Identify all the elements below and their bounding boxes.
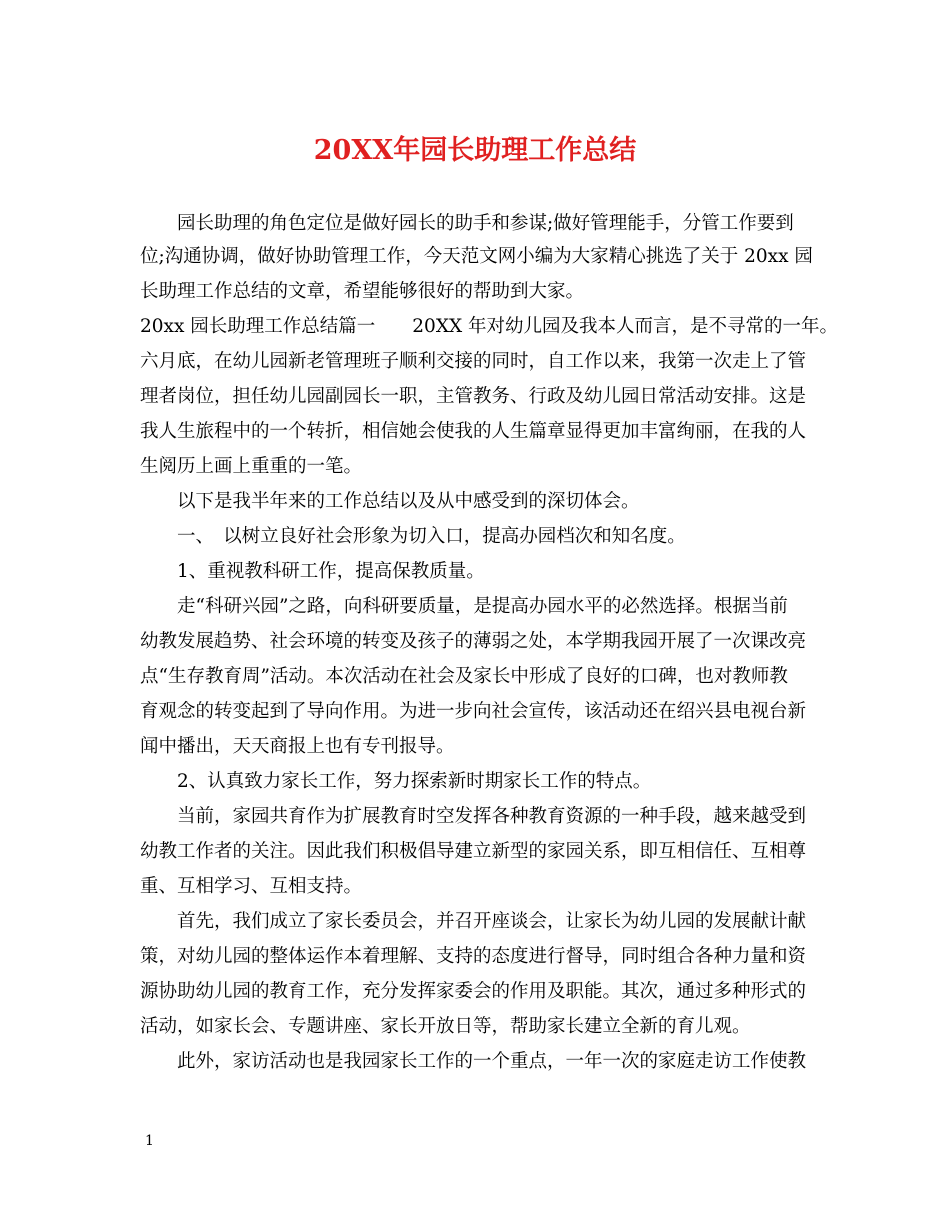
paragraph-line: 位;沟通协调，做好协助管理工作，今天范文网小编为大家精心挑选了关于 20xx 园 [140,246,813,267]
paragraph-line: 园长助理的角色定位是做好园长的助手和参谋;做好管理能手，分管工作要到 [140,213,794,234]
paragraph-line: 幼教工作者的关注。因此我们积极倡导建立新型的家园关系，即互相信任、互相尊 [140,841,807,862]
paragraph-line: 幼教发展趋势、社会环境的转变及孩子的薄弱之处，本学期我园开展了一次课改亮 [140,631,807,652]
paragraph-line: 策，对幼儿园的整体运作本着理解、支持的态度进行督导，同时组合各种力量和资 [140,946,807,967]
subsection-heading: 2、认真致力家长工作，努力探索新时期家长工作的特点。 [140,771,652,792]
paragraph-line: 首先，我们成立了家长委员会，并召开座谈会，让家长为幼儿园的发展献计献 [140,911,807,932]
paragraph-line: 长助理工作总结的文章，希望能够很好的帮助到大家。 [140,281,585,302]
paragraph-line: 20xx 园长助理工作总结篇一 20XX 年对幼儿园及我本人而言，是不寻常的一年。 [140,316,839,337]
paragraph-line: 活动，如家长会、专题讲座、家长开放日等，帮助家长建立全新的育儿观。 [140,1016,751,1037]
paragraph-line: 以下是我半年来的工作总结以及从中感受到的深切体会。 [140,491,640,512]
subsection-heading: 1、重视教科研工作，提高保教质量。 [140,561,485,582]
paragraph-line: 生阅历上画上重重的一笔。 [140,456,363,477]
paragraph-line: 重、互相学习、互相支持。 [140,876,363,897]
paragraph-line: 育观念的转变起到了导向作用。为进一步向社会宣传，该活动还在绍兴县电视台新 [140,701,807,722]
paragraph-line: 我人生旅程中的一个转折，相信她会使我的人生篇章显得更加丰富绚丽，在我的人 [140,421,807,442]
paragraph-line: 点“生存教育周”活动。本次活动在社会及家长中形成了良好的口碑，也对教师教 [140,666,788,687]
page-number: 1 [145,1133,154,1149]
section-heading: 一、 以树立良好社会形象为切入口，提高办园档次和知名度。 [140,526,686,547]
paragraph-line: 理者岗位，担任幼儿园副园长一职，主管教务、行政及幼儿园日常活动安排。这是 [140,386,807,407]
paragraph-line: 源协助幼儿园的教育工作，充分发挥家委会的作用及职能。其次，通过多种形式的 [140,981,807,1002]
paragraph-line: 走“科研兴园”之路，向科研要质量，是提高办园水平的必然选择。根据当前 [140,596,788,617]
paragraph-line: 六月底，在幼儿园新老管理班子顺利交接的同时，自工作以来，我第一次走上了管 [140,351,807,372]
paragraph-line: 当前，家园共育作为扩展教育时空发挥各种教育资源的一种手段，越来越受到 [140,806,807,827]
document-title: 20XX年园长助理工作总结 [313,135,637,166]
paragraph-line: 闻中播出，天天商报上也有专刊报导。 [140,736,455,757]
paragraph-line: 此外，家访活动也是我园家长工作的一个重点，一年一次的家庭走访工作使教 [140,1051,807,1072]
